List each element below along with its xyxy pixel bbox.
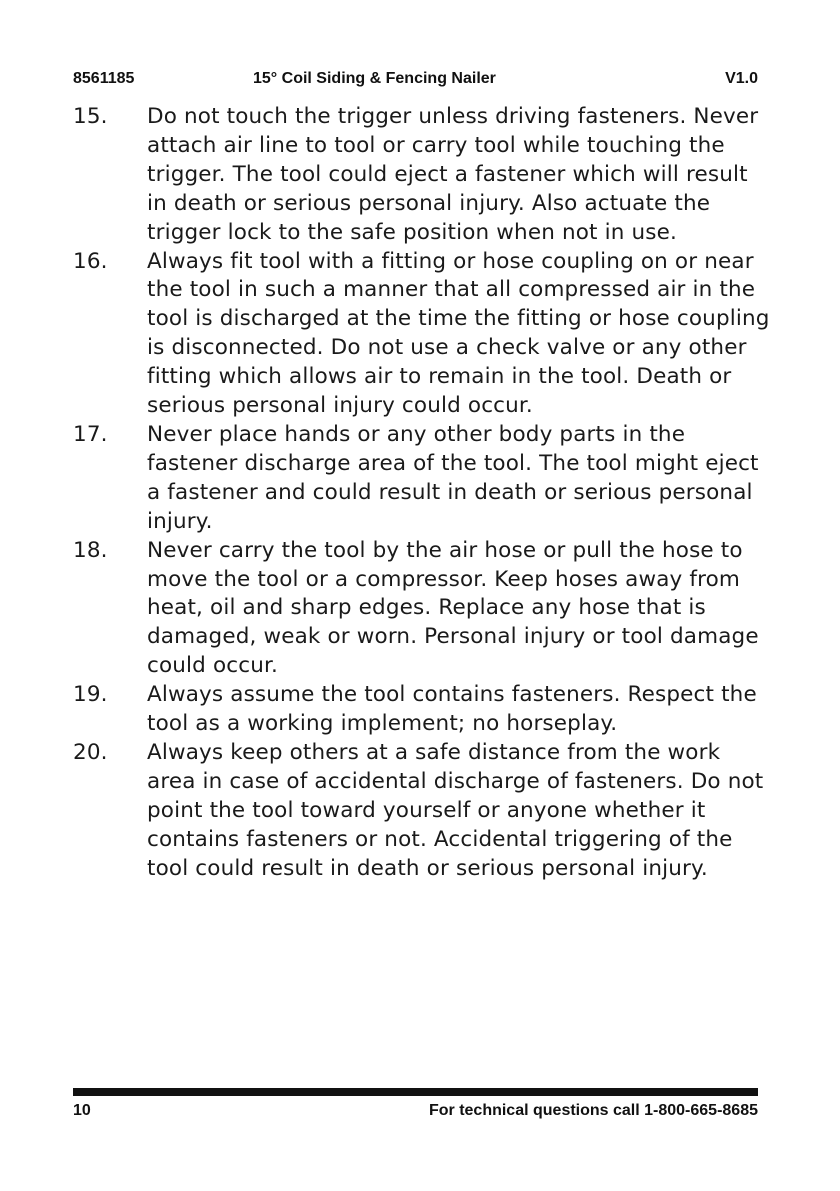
list-item bbox=[73, 739, 773, 884]
item-number: 19. bbox=[73, 682, 108, 708]
list-item bbox=[73, 248, 773, 421]
footer-divider bbox=[73, 1088, 758, 1096]
safety-list bbox=[73, 103, 773, 883]
item-number: 16. bbox=[73, 248, 108, 274]
page-header bbox=[73, 70, 758, 92]
item-text: Always keep others at a safe distance from the work area in case of accidental discharge of fasteners. Do not point the tool toward yourself or anyone whether it contains fasteners or not. Accidental triggering of the tool could result in death or serious personal injury. bbox=[147, 739, 764, 881]
item-text: Never place hands or any other body parts in the fastener discharge area of the tool. The tool might eject a fastener and could result in death or serious personal injury. bbox=[147, 421, 759, 534]
list-item bbox=[73, 537, 773, 682]
item-number: 17. bbox=[73, 421, 108, 447]
item-code: 8561185 bbox=[73, 70, 135, 87]
product-title: 15° Coil Siding & Fencing Nailer bbox=[253, 70, 496, 87]
list-item bbox=[73, 103, 773, 248]
list-item bbox=[73, 681, 773, 739]
item-number: 18. bbox=[73, 537, 108, 563]
support-contact: For technical questions call 1-800-665-8685 bbox=[428, 1102, 758, 1119]
page-number: 10 bbox=[73, 1102, 91, 1119]
version-label: V1.0 bbox=[725, 70, 758, 87]
page-footer bbox=[73, 1102, 758, 1124]
item-text: Always fit tool with a fitting or hose coupling on or near the tool in such a manner that all compressed air in the tool is discharged at the time the fitting or hose coupling is disconnected. Do not use a check valve or any other fitting which allows air to remain in the tool. Death or serious personal injury could occur. bbox=[147, 248, 770, 419]
item-text: Always assume the tool contains fasteners. Respect the tool as a working implement; no horseplay. bbox=[147, 682, 757, 737]
list-item bbox=[73, 421, 773, 537]
item-number: 20. bbox=[73, 739, 108, 765]
item-text: Never carry the tool by the air hose or pull the hose to move the tool or a compressor. Keep hoses away from heat, oil and sharp edges. Replace any hose that is damaged, weak or worn. Personal injury or tool damage could occur. bbox=[147, 537, 759, 679]
item-text: Do not touch the trigger unless driving fasteners. Never attach air line to tool or carry tool while touching the trigger. The tool could eject a fastener which will result in death or serious personal injury. Also actuate the trigger lock to the safe position when not in use. bbox=[147, 104, 759, 245]
item-number: 15. bbox=[73, 104, 108, 129]
